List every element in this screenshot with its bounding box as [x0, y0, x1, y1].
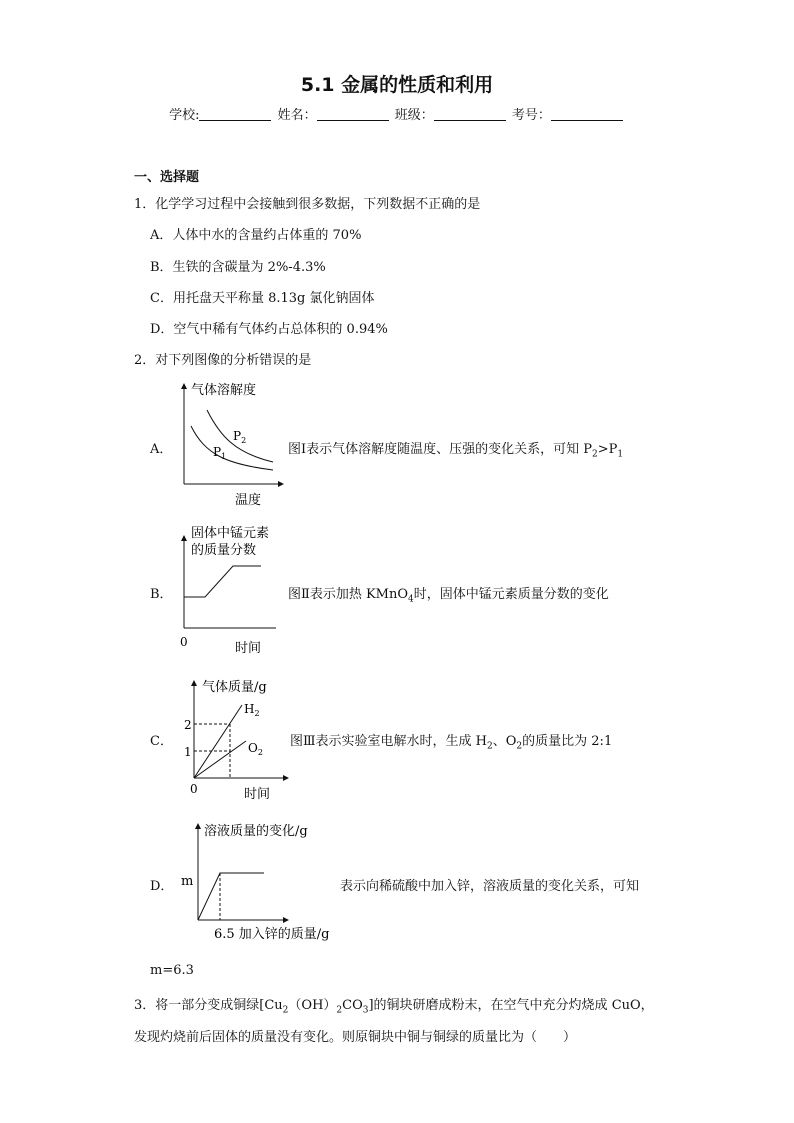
graph-b-origin: 0	[180, 635, 188, 649]
class-label: 班级：	[394, 108, 434, 123]
graph-c-tick-2: 2	[184, 718, 192, 732]
student-info-line	[0, 104, 794, 123]
q3-stem-line-1: 3．将一部分变成铜绿$[Cu_2(OH)_2CO_3]$的铜块研磨成粉末，在空气中充分灼烧成 CuO，	[134, 998, 654, 1016]
graph-c-h2-label: $H_2$	[244, 702, 260, 718]
graph-d-m-label: m	[181, 874, 194, 889]
school-label: 学校:	[169, 108, 200, 123]
number-label: 考号：	[511, 108, 551, 123]
graph-b-ylabel-1: 固体中锰元素	[191, 526, 270, 541]
q2-stem: 2．对下列图像的分析错误的是	[134, 353, 312, 368]
q2-option-c-text[interactable]: 图Ⅲ表示实验室电解水时，生成 $H_2$、$O_2$的质量比为 2:1	[290, 734, 613, 752]
class-blank[interactable]	[434, 108, 506, 121]
graph-a-p2-label: $P_2$	[233, 429, 247, 445]
graph-d	[178, 820, 338, 946]
graph-c-tick-1: 1	[184, 745, 192, 759]
q2-option-d-label[interactable]: D．	[150, 879, 174, 894]
q1-option-d[interactable]: D．空气中稀有气体约占总体积的 0.94%	[150, 322, 388, 337]
q2-option-d-text-cont: m=6.3	[150, 963, 194, 978]
school-blank[interactable]	[199, 108, 271, 121]
graph-a-xlabel: 温度	[235, 493, 262, 508]
q1-option-b[interactable]: B．生铁的含碳量为 2%-4.3%	[150, 260, 326, 275]
graph-c-xlabel: 时间	[244, 787, 271, 802]
graph-a-curve-p1	[191, 426, 273, 470]
q1-stem: 1．化学学习过程中会接触到很多数据，下列数据不正确的是	[134, 197, 481, 212]
graph-c-o2-label: $O_2$	[248, 741, 263, 757]
number-blank[interactable]	[551, 108, 623, 121]
q1-option-a[interactable]: A．人体中水的含量约占体重的 70%	[150, 228, 362, 243]
name-blank[interactable]	[317, 108, 389, 121]
graph-a-p1-label: $P_1$	[213, 445, 227, 461]
graph-a-ylabel: 气体溶解度	[191, 383, 257, 398]
graph-c	[180, 677, 300, 805]
graph-c-o2-line	[194, 741, 246, 778]
graph-b-line	[184, 566, 261, 597]
graph-d-line	[198, 873, 264, 920]
name-label: 姓名：	[277, 108, 317, 123]
graph-b-ylabel-2: 的质量分数	[191, 543, 257, 558]
graph-c-ylabel: 气体质量/g	[202, 680, 267, 695]
graph-b	[175, 522, 285, 656]
q2-option-b-text[interactable]: 图Ⅱ表示加热 KMnO$_4$时，固体中锰元素质量分数的变化	[288, 587, 609, 605]
q1-option-c[interactable]: C．用托盘天平称量 8.13g 氯化钠固体	[150, 291, 375, 306]
graph-c-origin: 0	[190, 782, 198, 796]
q2-option-b-label[interactable]: B．	[150, 587, 173, 602]
q3-stem-line-2: 发现灼烧前后固体的质量没有变化。则原铜块中铜与铜绿的质量比为（ ）	[134, 1030, 577, 1045]
graph-d-ylabel: 溶液质量的变化/g	[204, 824, 308, 839]
q2-option-c-label[interactable]: C．	[150, 734, 173, 749]
q2-option-a-text[interactable]: 图Ⅰ表示气体溶解度随温度、压强的变化关系，可知 $P_2>P_1$	[288, 442, 624, 460]
q2-option-d-text[interactable]: 表示向稀硫酸中加入锌，溶液质量的变化关系，可知	[340, 879, 640, 894]
graph-c-h2-line	[194, 705, 242, 778]
q2-option-a-label[interactable]: A．	[150, 442, 173, 457]
page-title: 5.1 金属的性质和利用	[300, 74, 494, 96]
section-heading: 一、选择题	[134, 170, 200, 185]
graph-b-xlabel: 时间	[235, 641, 262, 656]
graph-d-xlabel: 6.5 加入锌的质量/g	[214, 927, 330, 942]
graph-a	[175, 378, 285, 510]
